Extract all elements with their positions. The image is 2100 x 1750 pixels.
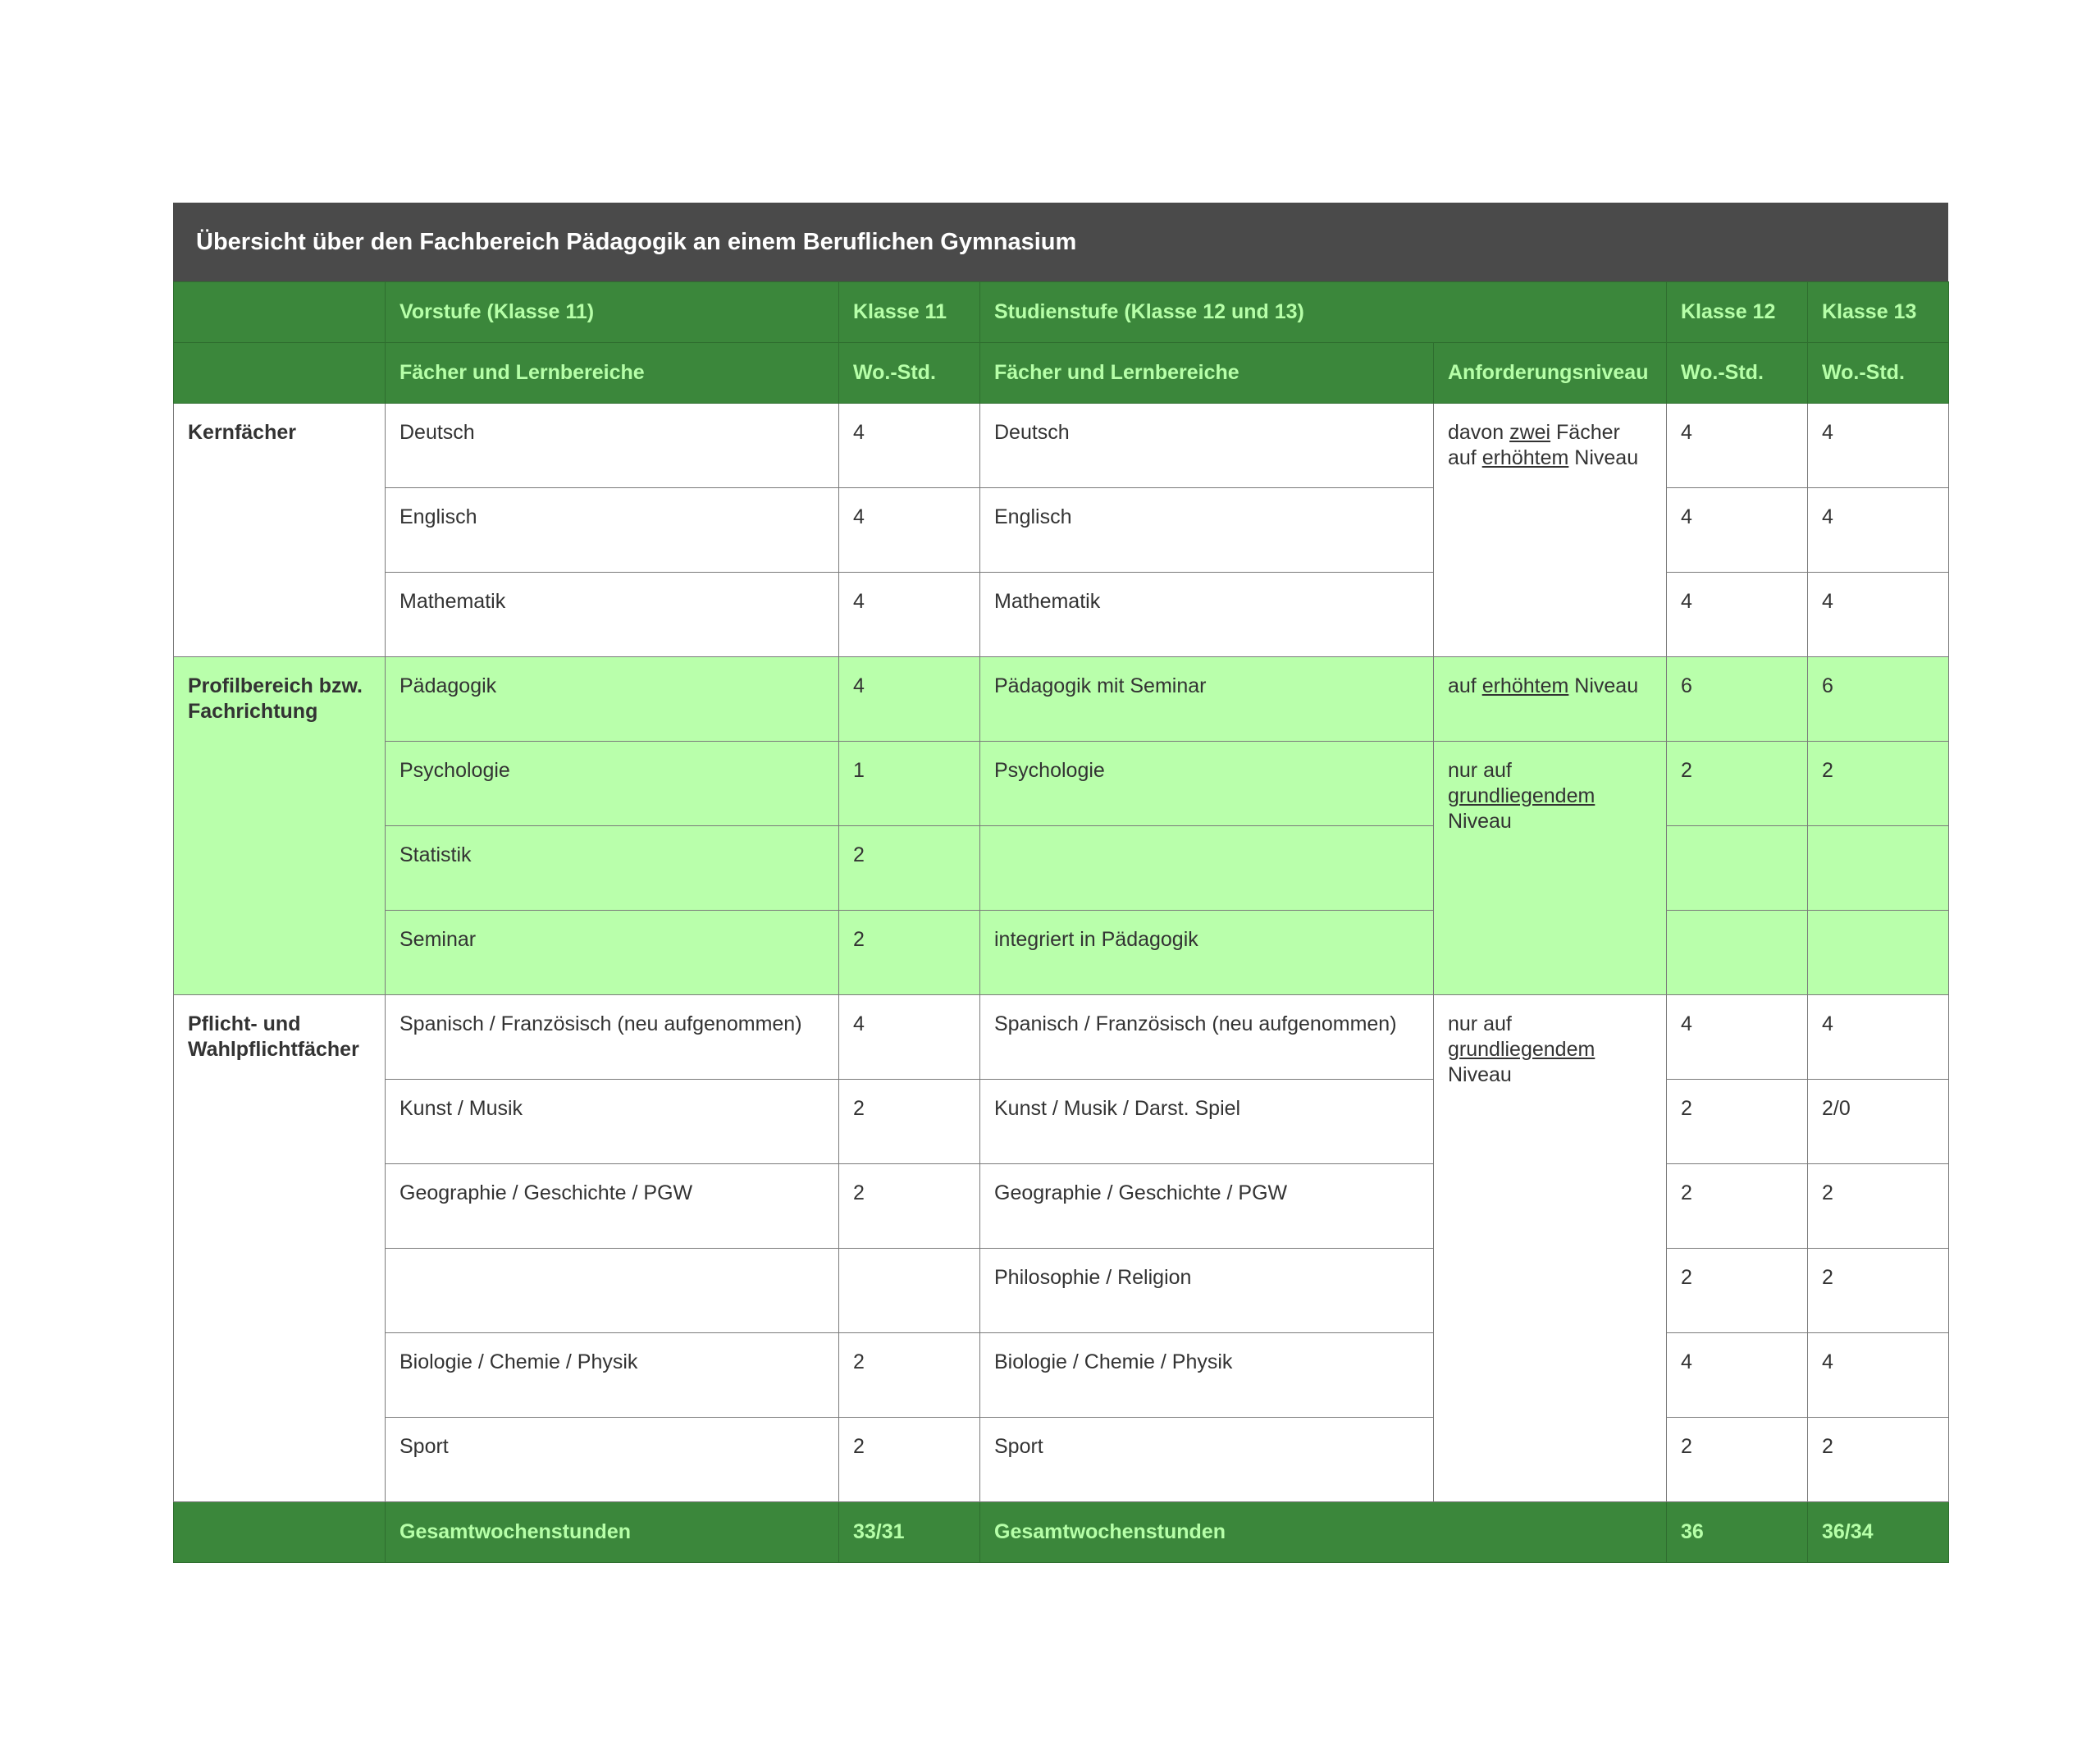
vorstufe-subject: Pädagogik bbox=[386, 657, 839, 742]
vorstufe-subject: Sport bbox=[386, 1418, 839, 1502]
table-row bbox=[174, 1418, 1949, 1502]
studienstufe-subject: Spanisch / Französisch (neu aufgenommen) bbox=[980, 995, 1434, 1080]
header-wostd-13: Wo.-Std. bbox=[1808, 343, 1949, 404]
hours-klasse-13: 2 bbox=[1808, 1249, 1949, 1333]
vorstufe-hours: 2 bbox=[839, 1164, 980, 1249]
vorstufe-subject: Mathematik bbox=[386, 573, 839, 657]
hours-klasse-12: 4 bbox=[1667, 573, 1808, 657]
vorstufe-subject: Geographie / Geschichte / PGW bbox=[386, 1164, 839, 1249]
table-row bbox=[174, 404, 1949, 488]
hours-klasse-13: 2/0 bbox=[1808, 1080, 1949, 1164]
hours-klasse-12: 2 bbox=[1667, 1418, 1808, 1502]
header-row-columns bbox=[174, 343, 1949, 404]
hours-klasse-13: 6 bbox=[1808, 657, 1949, 742]
studienstufe-subject: integriert in Pädagogik bbox=[980, 911, 1434, 995]
vorstufe-subject: Seminar bbox=[386, 911, 839, 995]
hours-klasse-12: 2 bbox=[1667, 1080, 1808, 1164]
header-wostd-12: Wo.-Std. bbox=[1667, 343, 1808, 404]
table-row bbox=[174, 1080, 1949, 1164]
hours-klasse-13: 4 bbox=[1808, 404, 1949, 488]
hours-klasse-12: 4 bbox=[1667, 488, 1808, 573]
hours-klasse-13: 4 bbox=[1808, 1333, 1949, 1418]
niveau-pflichtfaecher: nur auf grundliegendem Niveau bbox=[1434, 995, 1667, 1502]
vorstufe-hours: 2 bbox=[839, 1080, 980, 1164]
studienstufe-subject: Psychologie bbox=[980, 742, 1434, 826]
vorstufe-hours: 2 bbox=[839, 1418, 980, 1502]
niveau-profil-grundlegend: nur auf grundliegendem Niveau bbox=[1434, 742, 1667, 995]
table-row bbox=[174, 1249, 1949, 1333]
category-pflichtfaecher: Pflicht- und Wahlpflichtfächer bbox=[174, 995, 386, 1502]
vorstufe-subject: Statistik bbox=[386, 826, 839, 911]
footer-label-studienstufe: Gesamtwochenstunden bbox=[980, 1502, 1667, 1563]
header-klasse-11: Klasse 11 bbox=[839, 282, 980, 343]
studienstufe-subject: Biologie / Chemie / Physik bbox=[980, 1333, 1434, 1418]
hours-klasse-13: 2 bbox=[1808, 1418, 1949, 1502]
hours-klasse-12 bbox=[1667, 826, 1808, 911]
table-row bbox=[174, 995, 1949, 1080]
table-row bbox=[174, 657, 1949, 742]
header-studienstufe: Studienstufe (Klasse 12 und 13) bbox=[980, 282, 1667, 343]
table-row bbox=[174, 742, 1949, 826]
category-profilbereich: Profilbereich bzw. Fachrichtung bbox=[174, 657, 386, 995]
table-row bbox=[174, 573, 1949, 657]
hours-klasse-13 bbox=[1808, 911, 1949, 995]
studienstufe-subject: Englisch bbox=[980, 488, 1434, 573]
table-row bbox=[174, 826, 1949, 911]
studienstufe-subject: Philosophie / Religion bbox=[980, 1249, 1434, 1333]
curriculum-overview bbox=[173, 203, 1948, 1563]
vorstufe-hours bbox=[839, 1249, 980, 1333]
studienstufe-subject: Kunst / Musik / Darst. Spiel bbox=[980, 1080, 1434, 1164]
hours-klasse-13: 2 bbox=[1808, 742, 1949, 826]
hours-klasse-12: 2 bbox=[1667, 1164, 1808, 1249]
header-empty-cell bbox=[174, 282, 386, 343]
footer-sum-klasse-11: 33/31 bbox=[839, 1502, 980, 1563]
vorstufe-subject: Biologie / Chemie / Physik bbox=[386, 1333, 839, 1418]
hours-klasse-13: 2 bbox=[1808, 1164, 1949, 1249]
hours-klasse-13: 4 bbox=[1808, 573, 1949, 657]
studienstufe-subject bbox=[980, 826, 1434, 911]
header-faecher-vorstufe: Fächer und Lernbereiche bbox=[386, 343, 839, 404]
vorstufe-subject: Deutsch bbox=[386, 404, 839, 488]
hours-klasse-12: 6 bbox=[1667, 657, 1808, 742]
category-kernfaecher: Kernfächer bbox=[174, 404, 386, 657]
table-row bbox=[174, 1164, 1949, 1249]
header-row-stages bbox=[174, 282, 1949, 343]
vorstufe-hours: 2 bbox=[839, 1333, 980, 1418]
footer-sum-klasse-13: 36/34 bbox=[1808, 1502, 1949, 1563]
studienstufe-subject: Pädagogik mit Seminar bbox=[980, 657, 1434, 742]
vorstufe-hours: 1 bbox=[839, 742, 980, 826]
table-row bbox=[174, 1333, 1949, 1418]
vorstufe-hours: 4 bbox=[839, 488, 980, 573]
studienstufe-subject: Sport bbox=[980, 1418, 1434, 1502]
vorstufe-subject: Englisch bbox=[386, 488, 839, 573]
hours-klasse-13: 4 bbox=[1808, 488, 1949, 573]
footer-row-totals bbox=[174, 1502, 1949, 1563]
header-empty-cell bbox=[174, 343, 386, 404]
niveau-kernfaecher: davon zwei Fächer auf erhöhtem Niveau bbox=[1434, 404, 1667, 657]
vorstufe-hours: 2 bbox=[839, 911, 980, 995]
vorstufe-hours: 4 bbox=[839, 404, 980, 488]
table-row bbox=[174, 488, 1949, 573]
niveau-paedagogik: auf erhöhtem Niveau bbox=[1434, 657, 1667, 742]
vorstufe-hours: 2 bbox=[839, 826, 980, 911]
table-row bbox=[174, 911, 1949, 995]
header-wostd-11: Wo.-Std. bbox=[839, 343, 980, 404]
hours-klasse-12: 2 bbox=[1667, 1249, 1808, 1333]
footer-label-vorstufe: Gesamtwochenstunden bbox=[386, 1502, 839, 1563]
studienstufe-subject: Deutsch bbox=[980, 404, 1434, 488]
hours-klasse-12 bbox=[1667, 911, 1808, 995]
vorstufe-hours: 4 bbox=[839, 573, 980, 657]
header-faecher-studienstufe: Fächer und Lernbereiche bbox=[980, 343, 1434, 404]
studienstufe-subject: Geographie / Geschichte / PGW bbox=[980, 1164, 1434, 1249]
vorstufe-subject bbox=[386, 1249, 839, 1333]
hours-klasse-12: 4 bbox=[1667, 1333, 1808, 1418]
vorstufe-subject: Kunst / Musik bbox=[386, 1080, 839, 1164]
table-title: Übersicht über den Fachbereich Pädagogik an einem Beruflichen Gymnasium bbox=[173, 203, 1948, 281]
hours-klasse-12: 2 bbox=[1667, 742, 1808, 826]
hours-klasse-12: 4 bbox=[1667, 995, 1808, 1080]
studienstufe-subject: Mathematik bbox=[980, 573, 1434, 657]
footer-empty-cell bbox=[174, 1502, 386, 1563]
header-klasse-13: Klasse 13 bbox=[1808, 282, 1949, 343]
vorstufe-hours: 4 bbox=[839, 657, 980, 742]
header-klasse-12: Klasse 12 bbox=[1667, 282, 1808, 343]
footer-sum-klasse-12: 36 bbox=[1667, 1502, 1808, 1563]
header-vorstufe: Vorstufe (Klasse 11) bbox=[386, 282, 839, 343]
curriculum-table bbox=[173, 281, 1949, 1563]
vorstufe-subject: Psychologie bbox=[386, 742, 839, 826]
vorstufe-hours: 4 bbox=[839, 995, 980, 1080]
vorstufe-subject: Spanisch / Französisch (neu aufgenommen) bbox=[386, 995, 839, 1080]
hours-klasse-12: 4 bbox=[1667, 404, 1808, 488]
header-anforderungsniveau: Anforderungsniveau bbox=[1434, 343, 1667, 404]
hours-klasse-13: 4 bbox=[1808, 995, 1949, 1080]
hours-klasse-13 bbox=[1808, 826, 1949, 911]
